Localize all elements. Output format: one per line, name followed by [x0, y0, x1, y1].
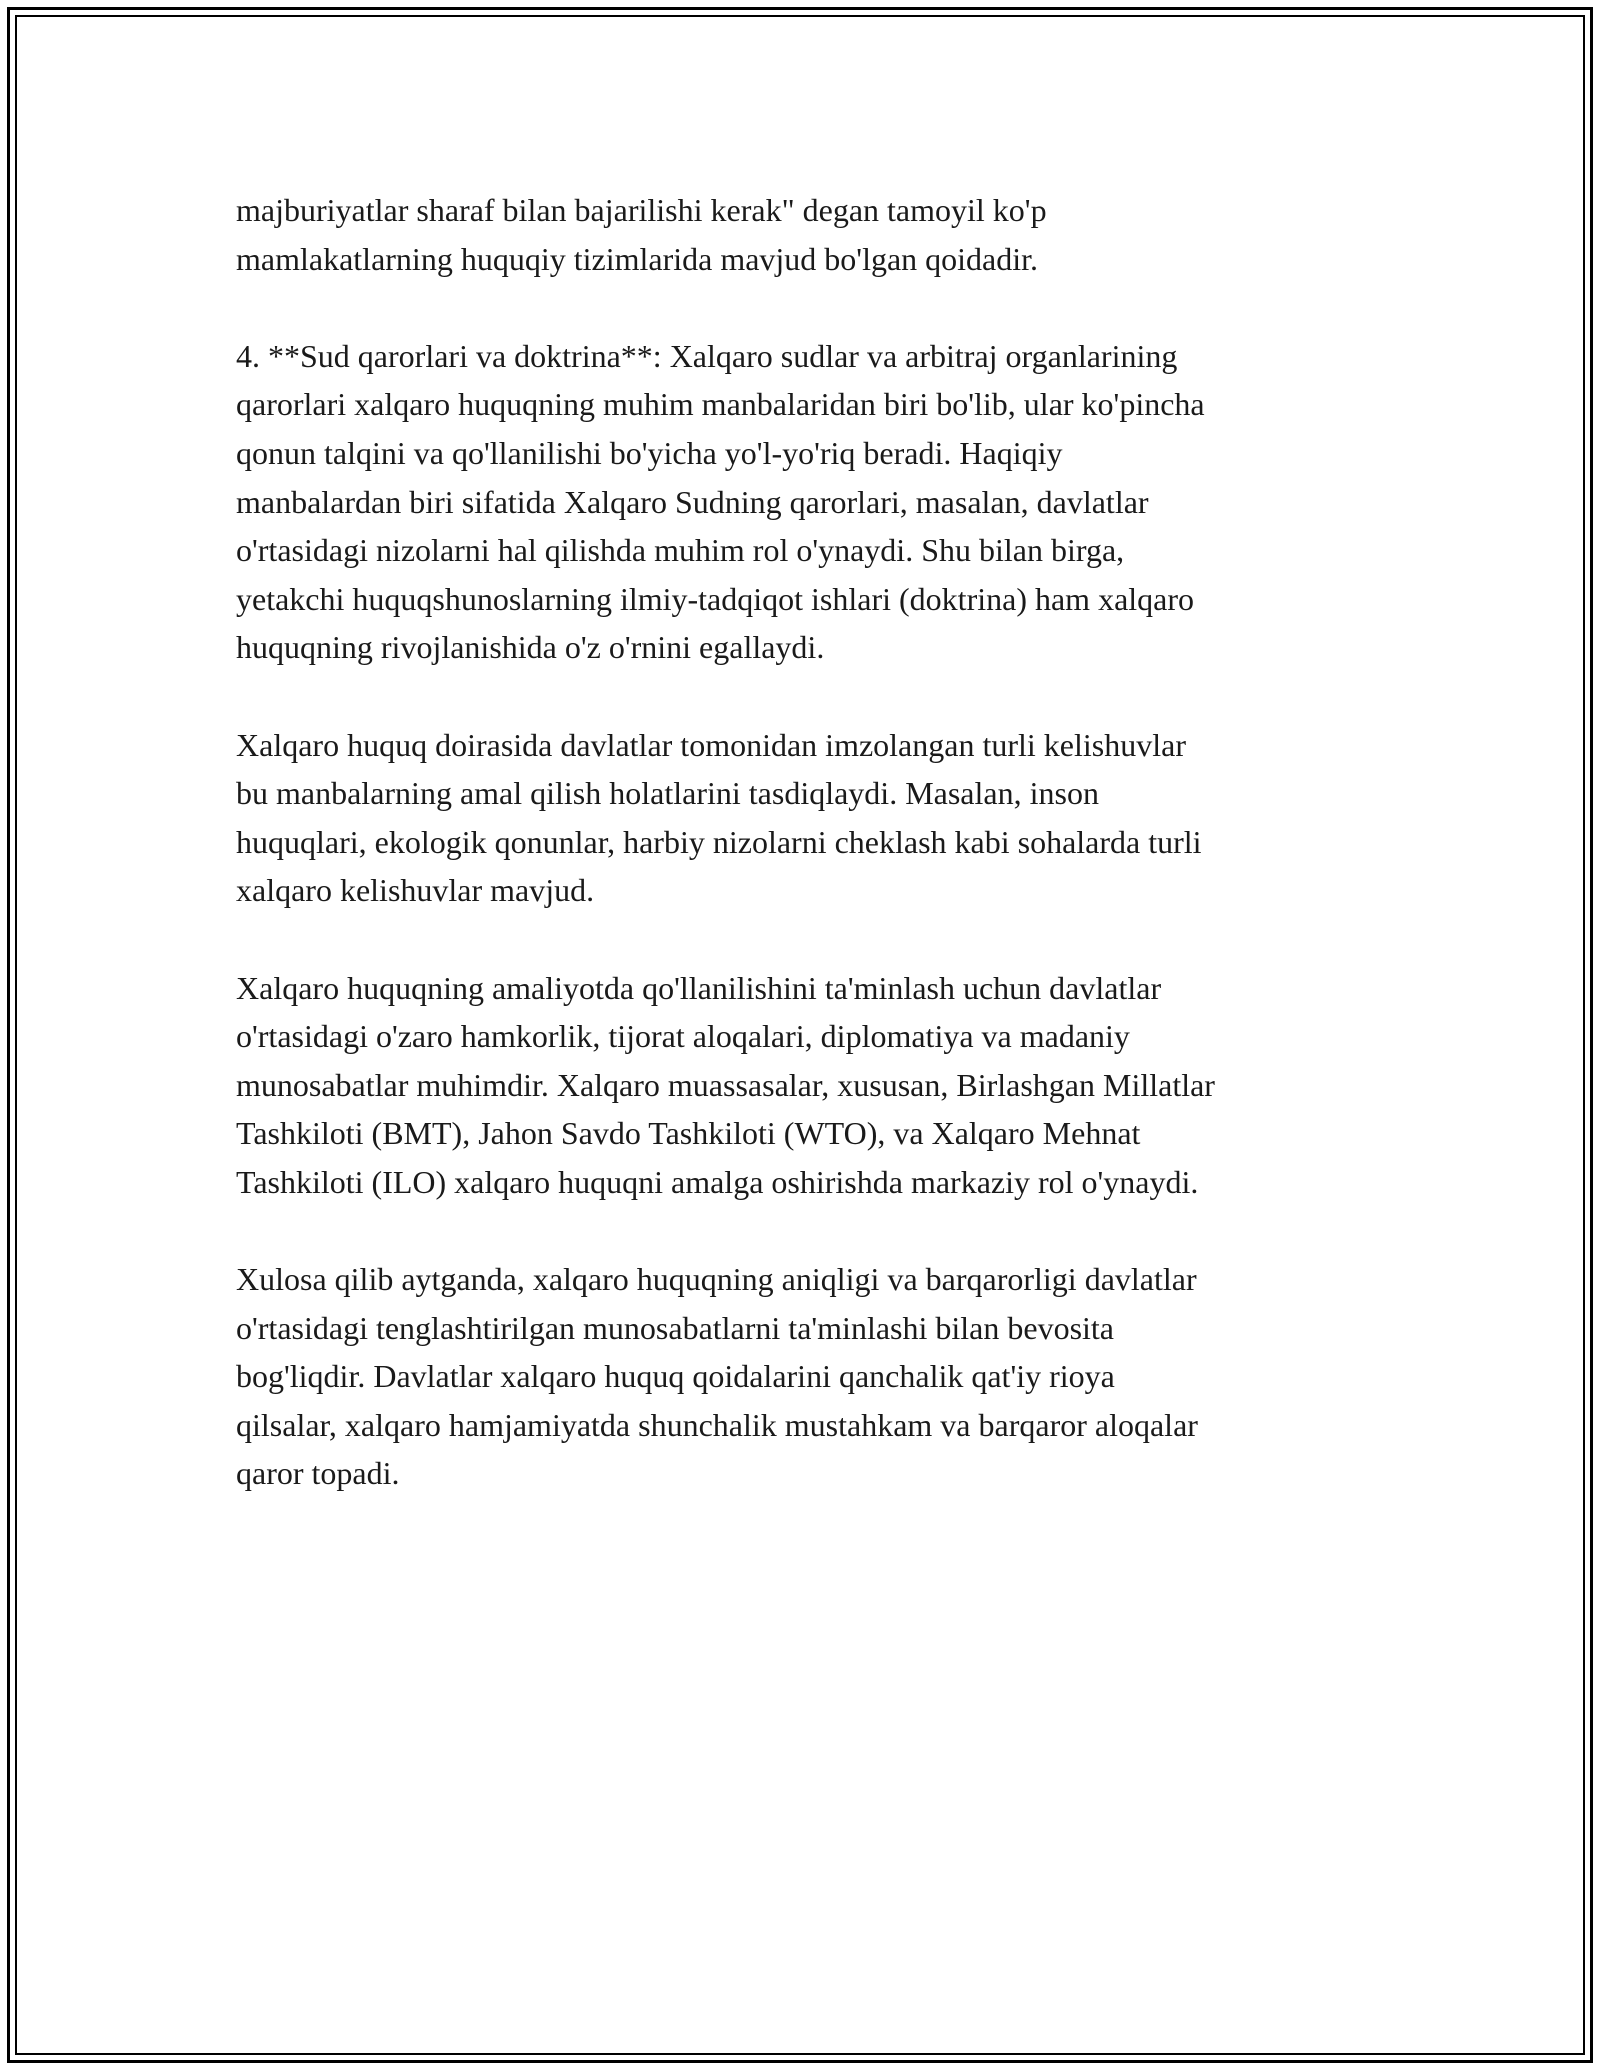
text-line: qaror topadi.: [236, 1455, 400, 1492]
text-line: Tashkiloti (ILO) xalqaro huquqni amalga oshirishda markaziy rol o'ynaydi.: [236, 1163, 1199, 1200]
text-line: Xalqaro huquq doirasida davlatlar tomonidan imzolangan turli kelishuvlar: [236, 726, 1186, 763]
text-line: mamlakatlarning huquqiy tizimlarida mavjud bo'lgan qoidadir.: [236, 240, 1039, 277]
paragraph: [236, 721, 1376, 915]
text-line: munosabatlar muhimdir. Xalqaro muassasalar, xususan, Birlashgan Millatlar: [236, 1066, 1215, 1103]
text-line: o'rtasidagi o'zaro hamkorlik, tijorat aloqalari, diplomatiya va madaniy: [236, 1018, 1130, 1055]
text-line: Xalqaro huquqning amaliyotda qo'llanilishini ta'minlash uchun davlatlar: [236, 969, 1162, 1006]
text-line: huquqlari, ekologik qonunlar, harbiy nizolarni cheklash kabi sohalarda turli: [236, 823, 1202, 860]
text-line: majburiyatlar sharaf bilan bajarilishi kerak" degan tamoyil ko'p: [236, 192, 1047, 228]
text-line: yetakchi huquqshunoslarning ilmiy-tadqiqot ishlari (doktrina) ham xalqaro: [236, 580, 1195, 617]
text-line: o'rtasidagi nizolarni hal qilishda muhim rol o'ynaydi. Shu bilan birga,: [236, 532, 1125, 569]
text-line: Tashkiloti (BMT), Jahon Savdo Tashkiloti (WTO), va Xalqaro Mehnat: [236, 1115, 1141, 1152]
paragraph: [236, 1255, 1376, 1498]
text-line: 4. **Sud qarorlari va doktrina**: Xalqaro sudlar va arbitraj organlarining: [236, 337, 1178, 374]
text-line: bog'liqdir. Davlatlar xalqaro huquq qoidalarini qanchalik qat'iy rioya: [236, 1358, 1115, 1395]
text-line: huquqning rivojlanishida o'z o'rnini egallaydi.: [236, 629, 825, 666]
text-line: Xulosa qilib aytganda, xalqaro huquqning aniqligi va barqarorligi davlatlar: [236, 1261, 1197, 1298]
paragraph: [236, 964, 1376, 1207]
document-body: [236, 186, 1376, 1547]
text-line: manbalardan biri sifatida Xalqaro Sudning qarorlari, masalan, davlatlar: [236, 483, 1149, 520]
text-line: qilsalar, xalqaro hamjamiyatda shunchalik mustahkam va barqaror aloqalar: [236, 1406, 1198, 1443]
paragraph: [236, 332, 1376, 672]
paragraph: [236, 186, 1376, 283]
text-line: xalqaro kelishuvlar mavjud.: [236, 872, 595, 909]
text-line: bu manbalarning amal qilish holatlarini tasdiqlaydi. Masalan, inson: [236, 775, 1099, 812]
text-line: o'rtasidagi tenglashtirilgan munosabatlarni ta'minlashi bilan bevosita: [236, 1309, 1114, 1346]
text-line: qonun talqini va qo'llanilishi bo'yicha yo'l-yo'riq beradi. Haqiqiy: [236, 434, 1063, 471]
text-line: qarorlari xalqaro huquqning muhim manbalaridan biri bo'lib, ular ko'pincha: [236, 386, 1205, 423]
